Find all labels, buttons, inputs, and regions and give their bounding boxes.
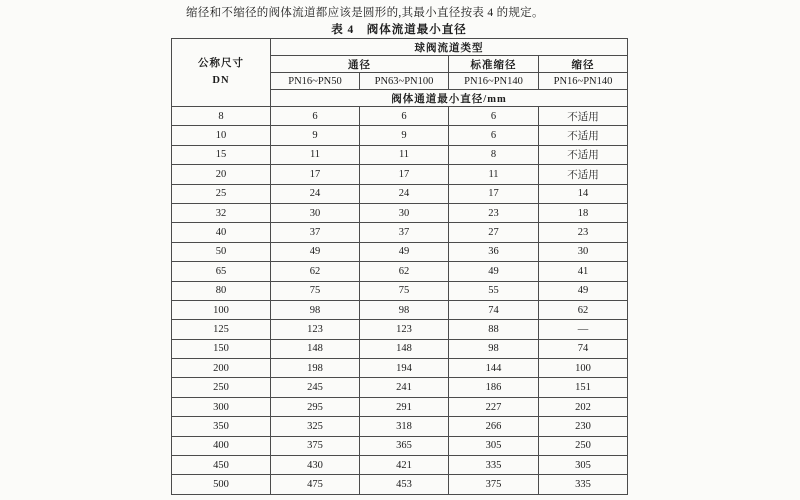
value-cell: 24 [271,184,360,203]
dn-cell: 80 [172,281,271,300]
value-cell: 30 [539,242,628,261]
value-cell: 75 [271,281,360,300]
table-row [172,417,628,436]
value-cell: 198 [271,359,360,378]
dn-cell: 25 [172,184,271,203]
table-row [172,436,628,455]
value-cell: 30 [271,203,360,222]
min-diameter-table [171,38,628,495]
value-cell: 6 [271,107,360,126]
value-cell: 305 [539,456,628,475]
table-row [172,184,628,203]
table-body [172,107,628,495]
dn-cell: 65 [172,262,271,281]
table-row [172,475,628,494]
value-cell: 375 [449,475,539,494]
value-cell: — [539,320,628,339]
value-cell: 98 [449,339,539,358]
value-cell: 375 [271,436,360,455]
nominal-size-dn-label: DN [212,74,230,86]
dn-cell: 32 [172,203,271,222]
dn-cell: 250 [172,378,271,397]
value-cell: 17 [271,165,360,184]
value-cell: 37 [360,223,449,242]
nominal-size-label: 公称尺寸 [198,57,244,69]
value-cell: 266 [449,417,539,436]
dn-cell: 450 [172,456,271,475]
value-cell: 318 [360,417,449,436]
table-row [172,320,628,339]
table-row [172,126,628,145]
value-cell: 不适用 [539,145,628,164]
value-cell: 421 [360,456,449,475]
value-cell: 194 [360,359,449,378]
value-cell: 18 [539,203,628,222]
table-row [172,281,628,300]
value-cell: 62 [271,262,360,281]
value-cell: 475 [271,475,360,494]
header-pn-range-1: PN16~PN50 [271,73,360,90]
value-cell: 8 [449,145,539,164]
header-full-bore: 通径 [271,56,449,73]
value-cell: 11 [449,165,539,184]
value-cell: 49 [449,262,539,281]
dn-cell: 50 [172,242,271,261]
header-standard-reduced-bore: 标准缩径 [449,56,539,73]
value-cell: 335 [539,475,628,494]
value-cell: 148 [271,339,360,358]
value-cell: 430 [271,456,360,475]
value-cell: 30 [360,203,449,222]
header-pn-range-2: PN63~PN100 [360,73,449,90]
dn-cell: 10 [172,126,271,145]
value-cell: 123 [360,320,449,339]
value-cell: 245 [271,378,360,397]
header-pn-range-3: PN16~PN140 [449,73,539,90]
value-cell: 6 [449,107,539,126]
value-cell: 291 [360,397,449,416]
value-cell: 不适用 [539,107,628,126]
value-cell: 335 [449,456,539,475]
dn-cell: 350 [172,417,271,436]
value-cell: 9 [271,126,360,145]
dn-cell: 150 [172,339,271,358]
value-cell: 49 [360,242,449,261]
value-cell: 6 [449,126,539,145]
value-cell: 74 [449,300,539,319]
value-cell: 148 [360,339,449,358]
dn-cell: 200 [172,359,271,378]
value-cell: 365 [360,436,449,455]
table-row [172,262,628,281]
table-row [172,397,628,416]
value-cell: 325 [271,417,360,436]
dn-cell: 15 [172,145,271,164]
dn-cell: 8 [172,107,271,126]
dn-cell: 500 [172,475,271,494]
value-cell: 241 [360,378,449,397]
value-cell: 100 [539,359,628,378]
value-cell: 62 [539,300,628,319]
table-header [172,39,628,107]
table-row [172,359,628,378]
value-cell: 37 [271,223,360,242]
value-cell: 98 [360,300,449,319]
value-cell: 11 [271,145,360,164]
value-cell: 17 [449,184,539,203]
table-row [172,107,628,126]
value-cell: 202 [539,397,628,416]
header-pn-range-4: PN16~PN140 [539,73,628,90]
dn-cell: 20 [172,165,271,184]
value-cell: 49 [539,281,628,300]
value-cell: 75 [360,281,449,300]
dn-cell: 40 [172,223,271,242]
header-nominal-size [172,39,271,107]
value-cell: 不适用 [539,126,628,145]
value-cell: 9 [360,126,449,145]
dn-cell: 400 [172,436,271,455]
value-cell: 55 [449,281,539,300]
table-row [172,378,628,397]
header-passage-type: 球阀流道类型 [271,39,628,56]
value-cell: 227 [449,397,539,416]
dn-cell: 300 [172,397,271,416]
value-cell: 230 [539,417,628,436]
value-cell: 123 [271,320,360,339]
value-cell: 6 [360,107,449,126]
value-cell: 74 [539,339,628,358]
dn-cell: 100 [172,300,271,319]
value-cell: 62 [360,262,449,281]
value-cell: 88 [449,320,539,339]
table-row [172,165,628,184]
value-cell: 98 [271,300,360,319]
value-cell: 144 [449,359,539,378]
value-cell: 250 [539,436,628,455]
value-cell: 453 [360,475,449,494]
value-cell: 186 [449,378,539,397]
table-row [172,145,628,164]
value-cell: 17 [360,165,449,184]
table-row [172,223,628,242]
value-cell: 49 [271,242,360,261]
value-cell: 不适用 [539,165,628,184]
table-row [172,203,628,222]
dn-cell: 125 [172,320,271,339]
table-row [172,456,628,475]
header-reduced-bore: 缩径 [539,56,628,73]
table-row [172,339,628,358]
value-cell: 23 [449,203,539,222]
header-row-passage-type [172,39,628,56]
value-cell: 24 [360,184,449,203]
value-cell: 14 [539,184,628,203]
value-cell: 305 [449,436,539,455]
table-row [172,300,628,319]
value-cell: 151 [539,378,628,397]
value-cell: 27 [449,223,539,242]
table-row [172,242,628,261]
header-unit: 阀体通道最小直径/mm [271,90,628,107]
intro-text: 缩径和不缩径的阀体流道都应该是圆形的,其最小直径按表 4 的规定。 [186,7,544,19]
value-cell: 41 [539,262,628,281]
value-cell: 36 [449,242,539,261]
table-title: 表 4 阀体流道最小直径 [331,24,467,36]
value-cell: 23 [539,223,628,242]
value-cell: 295 [271,397,360,416]
value-cell: 11 [360,145,449,164]
